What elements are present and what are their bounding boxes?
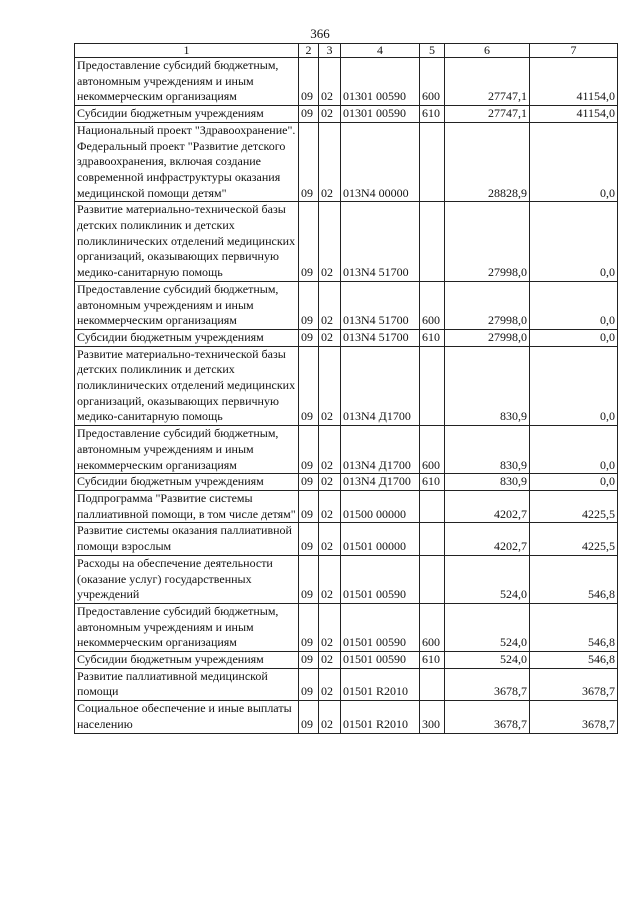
row-expense-type-cell: 610 [420, 474, 445, 491]
row-expense-type-cell: 610 [420, 329, 445, 346]
row-name-cell: Субсидии бюджетным учреждениям [75, 329, 299, 346]
row-target-article-cell: 013N4 51700 [341, 329, 420, 346]
row-amount-1-cell: 524,0 [445, 603, 530, 651]
row-section-cell: 09 [299, 106, 319, 123]
row-expense-type-cell: 600 [420, 281, 445, 329]
row-amount-1-cell: 27747,1 [445, 58, 530, 106]
row-target-article-cell: 01501 R2010 [341, 701, 420, 733]
row-target-article-cell: 01501 R2010 [341, 668, 420, 700]
row-name-cell: Развитие системы оказания паллиативной помощи взрослым [75, 523, 299, 555]
row-target-article-cell: 01301 00590 [341, 58, 420, 106]
row-amount-1-cell: 27998,0 [445, 329, 530, 346]
row-subsection-cell: 02 [319, 490, 341, 522]
row-name-cell: Подпрограмма "Развитие системы паллиативной помощи, в том числе детям" [75, 490, 299, 522]
row-amount-2-cell: 0,0 [530, 346, 618, 426]
row-name-cell: Предоставление субсидий бюджетным, автономным учреждениям и иным некоммерческим организациям [75, 603, 299, 651]
row-amount-2-cell: 4225,5 [530, 490, 618, 522]
row-amount-2-cell: 41154,0 [530, 106, 618, 123]
row-section-cell: 09 [299, 346, 319, 426]
row-amount-1-cell: 4202,7 [445, 523, 530, 555]
row-amount-1-cell: 3678,7 [445, 668, 530, 700]
table-row [75, 58, 618, 106]
row-name-cell: Национальный проект "Здравоохранение". Федеральный проект "Развитие детского здравоохранения, включая создание современной инфраструктуры оказания медицинской помощи детям" [75, 122, 299, 202]
table-row [75, 106, 618, 123]
row-name-cell: Расходы на обеспечение деятельности (оказание услуг) государственных учреждений [75, 555, 299, 603]
row-subsection-cell: 02 [319, 652, 341, 669]
row-name-cell: Субсидии бюджетным учреждениям [75, 474, 299, 491]
row-amount-2-cell: 546,8 [530, 603, 618, 651]
table-row [75, 329, 618, 346]
column-header: 7 [530, 44, 618, 58]
row-section-cell: 09 [299, 122, 319, 202]
row-subsection-cell: 02 [319, 346, 341, 426]
row-expense-type-cell [420, 490, 445, 522]
row-subsection-cell: 02 [319, 668, 341, 700]
row-subsection-cell: 02 [319, 122, 341, 202]
row-target-article-cell: 013N4 51700 [341, 281, 420, 329]
row-section-cell: 09 [299, 652, 319, 669]
row-amount-2-cell: 0,0 [530, 202, 618, 282]
row-section-cell: 09 [299, 58, 319, 106]
table-row [75, 474, 618, 491]
row-expense-type-cell [420, 668, 445, 700]
table-header-row [75, 44, 618, 58]
row-expense-type-cell: 610 [420, 652, 445, 669]
row-subsection-cell: 02 [319, 106, 341, 123]
row-amount-1-cell: 830,9 [445, 346, 530, 426]
row-target-article-cell: 013N4 Д1700 [341, 346, 420, 426]
column-header: 2 [299, 44, 319, 58]
column-header: 4 [341, 44, 420, 58]
row-expense-type-cell: 600 [420, 603, 445, 651]
column-header: 3 [319, 44, 341, 58]
budget-table [74, 43, 618, 734]
row-name-cell: Развитие материально-технической базы детских поликлиник и детских поликлинических отделений медицинских организаций, оказывающих первичную медико-санитарную помощь [75, 202, 299, 282]
row-target-article-cell: 013N4 Д1700 [341, 474, 420, 491]
table-row [75, 555, 618, 603]
row-target-article-cell: 01501 00590 [341, 555, 420, 603]
row-amount-2-cell: 0,0 [530, 426, 618, 474]
table-row [75, 523, 618, 555]
table-row [75, 668, 618, 700]
row-amount-2-cell: 546,8 [530, 555, 618, 603]
row-expense-type-cell [420, 122, 445, 202]
row-expense-type-cell [420, 202, 445, 282]
row-subsection-cell: 02 [319, 329, 341, 346]
row-subsection-cell: 02 [319, 202, 341, 282]
row-subsection-cell: 02 [319, 426, 341, 474]
row-amount-1-cell: 28828,9 [445, 122, 530, 202]
row-section-cell: 09 [299, 474, 319, 491]
row-target-article-cell: 01501 00590 [341, 652, 420, 669]
column-header: 5 [420, 44, 445, 58]
row-amount-1-cell: 4202,7 [445, 490, 530, 522]
row-amount-2-cell: 3678,7 [530, 701, 618, 733]
row-subsection-cell: 02 [319, 281, 341, 329]
row-subsection-cell: 02 [319, 58, 341, 106]
table-row [75, 652, 618, 669]
row-section-cell: 09 [299, 523, 319, 555]
row-amount-1-cell: 830,9 [445, 426, 530, 474]
row-amount-1-cell: 27998,0 [445, 281, 530, 329]
row-section-cell: 09 [299, 202, 319, 282]
column-header: 6 [445, 44, 530, 58]
row-subsection-cell: 02 [319, 701, 341, 733]
table-row [75, 122, 618, 202]
row-subsection-cell: 02 [319, 523, 341, 555]
row-amount-1-cell: 524,0 [445, 652, 530, 669]
row-amount-1-cell: 27747,1 [445, 106, 530, 123]
row-amount-1-cell: 3678,7 [445, 701, 530, 733]
row-name-cell: Субсидии бюджетным учреждениям [75, 106, 299, 123]
row-section-cell: 09 [299, 668, 319, 700]
row-section-cell: 09 [299, 490, 319, 522]
row-section-cell: 09 [299, 329, 319, 346]
row-amount-2-cell: 0,0 [530, 329, 618, 346]
row-expense-type-cell [420, 346, 445, 426]
row-target-article-cell: 01301 00590 [341, 106, 420, 123]
row-section-cell: 09 [299, 701, 319, 733]
column-header: 1 [75, 44, 299, 58]
row-target-article-cell: 01501 00000 [341, 523, 420, 555]
table-row [75, 701, 618, 733]
row-amount-2-cell: 0,0 [530, 474, 618, 491]
row-expense-type-cell: 600 [420, 426, 445, 474]
row-subsection-cell: 02 [319, 603, 341, 651]
row-section-cell: 09 [299, 426, 319, 474]
row-target-article-cell: 013N4 Д1700 [341, 426, 420, 474]
table-row [75, 426, 618, 474]
row-subsection-cell: 02 [319, 555, 341, 603]
row-amount-1-cell: 524,0 [445, 555, 530, 603]
table-row [75, 202, 618, 282]
row-amount-1-cell: 830,9 [445, 474, 530, 491]
table-row [75, 603, 618, 651]
row-target-article-cell: 01501 00590 [341, 603, 420, 651]
row-section-cell: 09 [299, 555, 319, 603]
row-name-cell: Предоставление субсидий бюджетным, автономным учреждениям и иным некоммерческим организациям [75, 281, 299, 329]
row-name-cell: Субсидии бюджетным учреждениям [75, 652, 299, 669]
row-target-article-cell: 013N4 00000 [341, 122, 420, 202]
row-amount-2-cell: 4225,5 [530, 523, 618, 555]
row-subsection-cell: 02 [319, 474, 341, 491]
page-number: 366 [310, 26, 330, 41]
row-expense-type-cell: 300 [420, 701, 445, 733]
row-amount-2-cell: 0,0 [530, 122, 618, 202]
row-target-article-cell: 01500 00000 [341, 490, 420, 522]
row-expense-type-cell [420, 555, 445, 603]
table-row [75, 346, 618, 426]
row-name-cell: Предоставление субсидий бюджетным, автономным учреждениям и иным некоммерческим организациям [75, 426, 299, 474]
row-name-cell: Социальное обеспечение и иные выплаты населению [75, 701, 299, 733]
row-amount-2-cell: 546,8 [530, 652, 618, 669]
row-expense-type-cell [420, 523, 445, 555]
row-amount-2-cell: 3678,7 [530, 668, 618, 700]
row-name-cell: Развитие паллиативной медицинской помощи [75, 668, 299, 700]
row-name-cell: Развитие материально-технической базы детских поликлиник и детских поликлинических отделений медицинских организаций, оказывающих первичную медико-санитарную помощь [75, 346, 299, 426]
table-row [75, 490, 618, 522]
row-target-article-cell: 013N4 51700 [341, 202, 420, 282]
row-expense-type-cell: 600 [420, 58, 445, 106]
row-amount-1-cell: 27998,0 [445, 202, 530, 282]
row-expense-type-cell: 610 [420, 106, 445, 123]
row-amount-2-cell: 41154,0 [530, 58, 618, 106]
row-name-cell: Предоставление субсидий бюджетным, автономным учреждениям и иным некоммерческим организациям [75, 58, 299, 106]
row-amount-2-cell: 0,0 [530, 281, 618, 329]
table-row [75, 281, 618, 329]
row-section-cell: 09 [299, 603, 319, 651]
row-section-cell: 09 [299, 281, 319, 329]
